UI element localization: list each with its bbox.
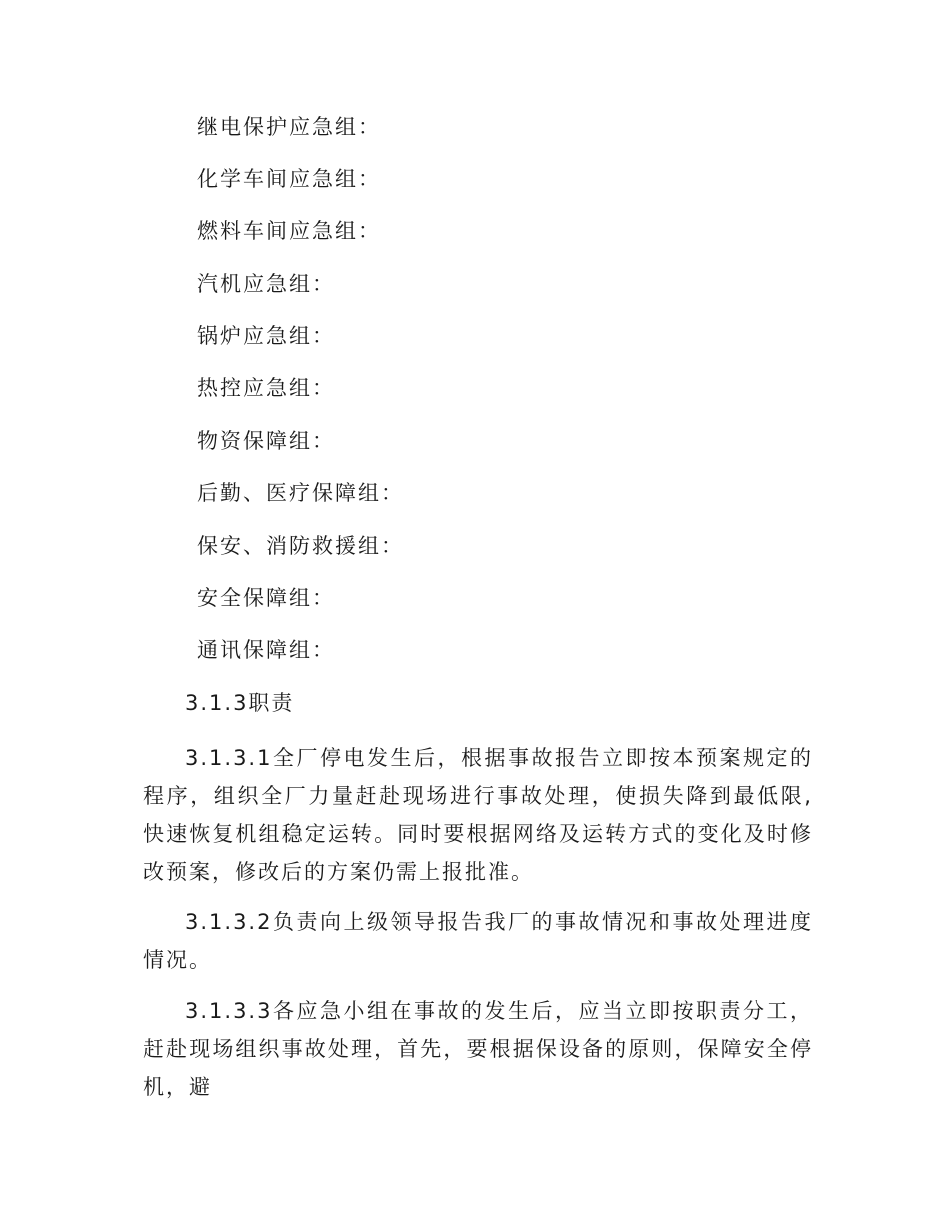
paragraph-3-1-3-1: 3.1.3.1全厂停电发生后，根据事故报告立即按本预案规定的程序，组织全厂力量赶赴现场进行事故处理，使损失降到最低限,快速恢复机组稳定运转。同时要根据网络及运转方式的变化及时修改预案，修改后的方案仍需上报批准。 bbox=[143, 746, 813, 884]
group-boiler: 锅炉应急组： bbox=[197, 324, 335, 348]
group-safety: 安全保障组： bbox=[197, 586, 335, 610]
paragraph-3-1-3-2: 3.1.3.2负责向上级领导报告我厂的事故情况和事故处理进度情况。 bbox=[143, 910, 813, 972]
group-thermal-control: 热控应急组： bbox=[197, 376, 335, 400]
paragraph-3-1-3-3: 3.1.3.3各应急小组在事故的发生后，应当立即按职责分工，赶赴现场组织事故处理，首先，要根据保设备的原则，保障安全停机，避 bbox=[143, 999, 813, 1099]
section-heading: 3.1.3职责 bbox=[185, 691, 295, 715]
group-fuel-workshop: 燃料车间应急组： bbox=[197, 219, 381, 243]
group-materials: 物资保障组： bbox=[197, 429, 335, 453]
group-logistics-medical: 后勤、医疗保障组： bbox=[197, 481, 404, 505]
group-security-fire: 保安、消防救援组： bbox=[197, 534, 404, 558]
group-communication: 通讯保障组： bbox=[197, 638, 335, 662]
group-turbine: 汽机应急组： bbox=[197, 272, 335, 296]
group-relay-protection: 继电保护应急组： bbox=[197, 115, 381, 139]
group-chemical-workshop: 化学车间应急组： bbox=[197, 167, 381, 191]
